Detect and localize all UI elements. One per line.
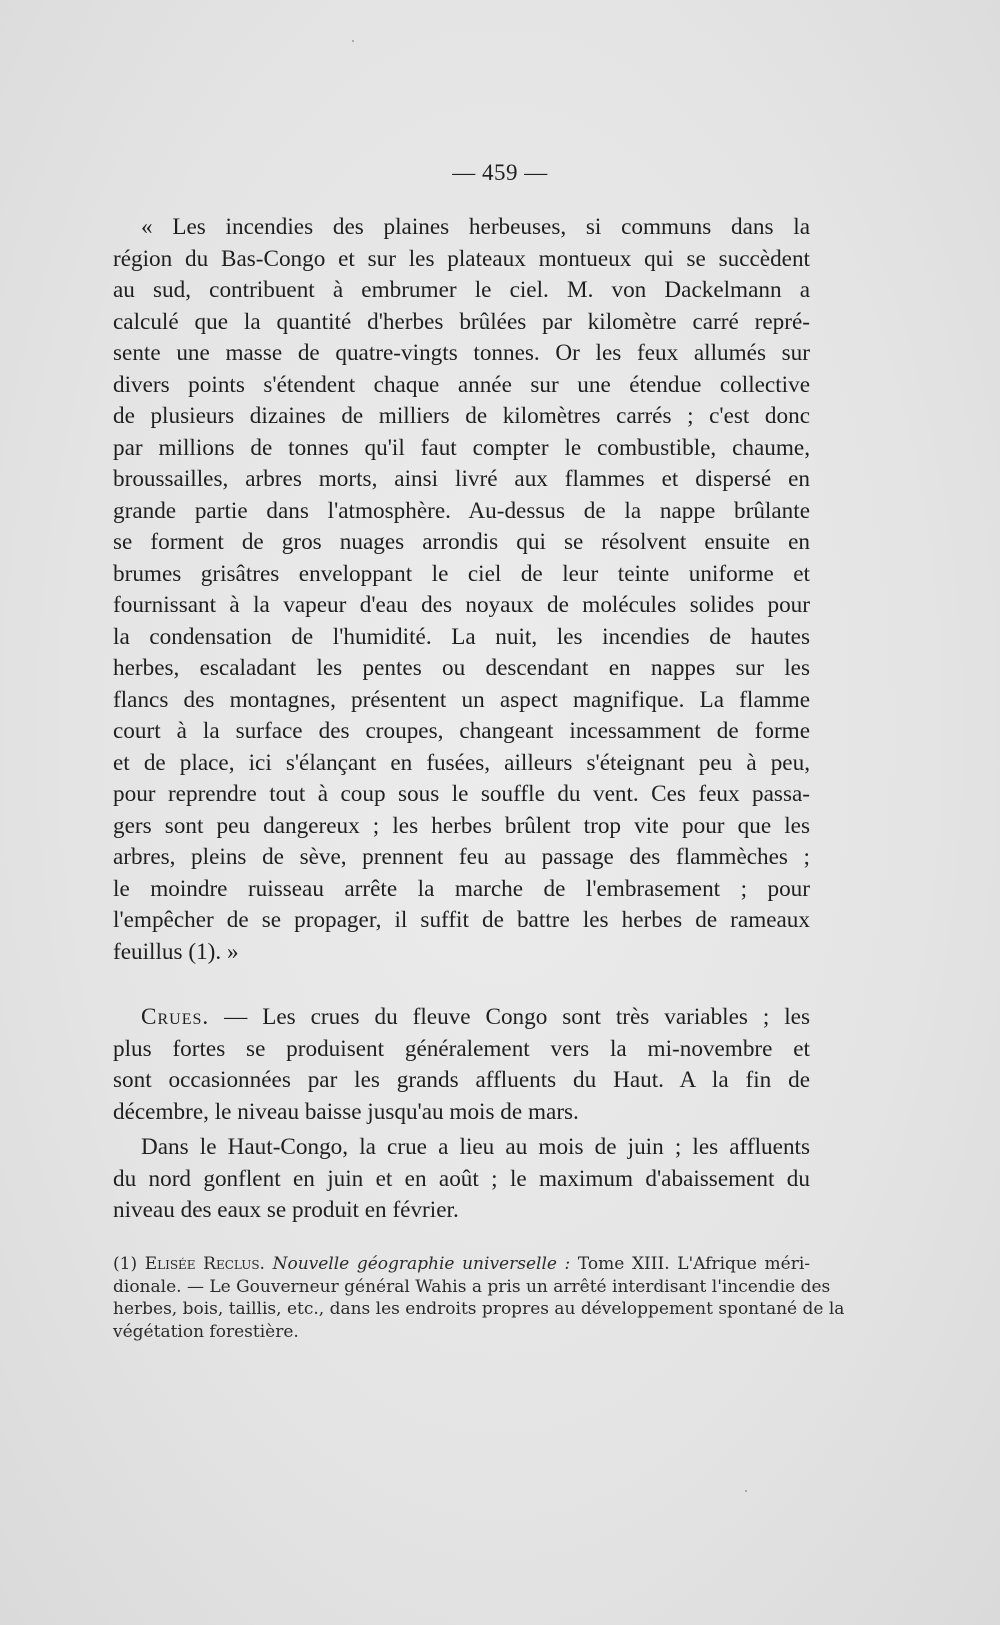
crues-paragraph	[113, 1002, 810, 1128]
footnote	[113, 1253, 845, 1343]
line-text: le moindre ruisseau arrête la marche de l'embrasement ; pour	[113, 875, 810, 902]
line-text: grande partie dans l'atmosphère. Au-dessus de la nappe brûlante	[113, 497, 810, 524]
line-text: Dans le Haut-Congo, la crue a lieu au mois de juin ; les affluents	[141, 1134, 810, 1160]
text-line	[113, 275, 810, 307]
text-line	[113, 842, 810, 874]
section-heading: Crues.	[141, 1004, 210, 1030]
text-line	[113, 748, 810, 780]
footnote-line	[113, 1253, 810, 1276]
line-text: court à la surface des croupes, changeant incessamment de forme	[113, 718, 810, 744]
text-line	[113, 1034, 810, 1066]
line-text: du nord gonflent en juin et en août ; le maximum d'abaissement du	[113, 1165, 810, 1192]
text-line	[113, 212, 810, 244]
text-line	[113, 653, 810, 685]
line-text: décembre, le niveau baisse jusqu'au mois de mars.	[113, 1098, 579, 1125]
text-line	[113, 622, 810, 654]
text-line	[113, 905, 810, 937]
text-line	[113, 338, 810, 370]
line-text: herbes, bois, taillis, etc., dans les endroits propres au développement spontané de la	[113, 1299, 845, 1319]
text-line	[113, 937, 810, 969]
line-text: herbes, escaladant les pentes ou descendant en nappes sur les	[113, 655, 810, 681]
line-text: niveau des eaux se produit en février.	[113, 1197, 459, 1223]
text-line	[113, 716, 810, 748]
text-line	[113, 1065, 810, 1097]
line-text: dionale. — Le Gouverneur général Wahis a pris un arrêté interdisant l'incendie des	[113, 1276, 831, 1297]
quote-paragraph	[113, 212, 810, 968]
text-line	[113, 590, 810, 622]
footnote-line	[113, 1321, 810, 1344]
line-text: — Les crues du fleuve Congo sont très variables ; les	[209, 1004, 810, 1030]
line-text: et de place, ici s'élançant en fusées, ailleurs s'éteignant peu à peu,	[113, 749, 810, 776]
line-text: par millions de tonnes qu'il faut compter le combustible, chaume,	[113, 434, 810, 461]
text-line	[113, 464, 810, 496]
haut-congo-paragraph	[113, 1132, 810, 1227]
footnote-line	[113, 1276, 831, 1299]
line-text: fournissant à la vapeur d'eau des noyaux de molécules solides pour	[113, 592, 810, 618]
text-line	[113, 1097, 810, 1129]
paper-speck	[745, 1490, 747, 1492]
text-line	[113, 527, 810, 559]
footnote-text: Tome XIII. L'Afrique méri-	[570, 1254, 810, 1274]
text-line	[113, 307, 810, 339]
line-text: flancs des montagnes, présentent un aspect magnifique. La flamme	[113, 686, 810, 713]
line-text: sont occasionnées par les grands affluents du Haut. A la fin de	[113, 1067, 810, 1093]
line-text: divers points s'étendent chaque année sur une étendue collective	[113, 371, 810, 398]
text-line	[113, 244, 810, 276]
text-line	[113, 559, 810, 591]
text-line	[113, 433, 810, 465]
footnote-author: Elisée Reclus.	[144, 1254, 273, 1274]
line-text: « Les incendies des plaines herbeuses, si communs dans la	[141, 214, 810, 240]
text-line	[113, 779, 810, 811]
text-line	[113, 401, 810, 433]
line-text: l'empêcher de se propager, il suffit de battre les herbes de rameaux	[113, 907, 810, 933]
text-line	[113, 370, 810, 402]
footnote-title: Nouvelle géographie universelle :	[272, 1254, 571, 1274]
page-number: — 459 —	[452, 160, 548, 185]
text-line	[113, 1164, 810, 1196]
line-text: gers sont peu dangereux ; les herbes brûlent trop vite pour que les	[113, 812, 810, 839]
line-text: de plusieurs dizaines de milliers de kilomètres carrés ; c'est donc	[113, 403, 810, 429]
text-line	[113, 496, 810, 528]
line-text: arbres, pleins de sève, prennent feu au passage des flammèches ;	[113, 844, 810, 870]
footnote-marker: (1)	[113, 1254, 145, 1274]
text-line	[113, 1132, 810, 1164]
line-text: feuillus (1). »	[113, 938, 239, 965]
line-text: pour reprendre tout à coup sous le souffle du vent. Ces feux passa-	[113, 781, 810, 807]
line-text: la condensation de l'humidité. La nuit, les incendies de hautes	[113, 623, 810, 650]
footnote-line	[113, 1298, 845, 1321]
line-text: broussailles, arbres morts, ainsi livré aux flammes et dispersé en	[113, 466, 810, 492]
line-text: sente une masse de quatre-vingts tonnes. Or les feux allumés sur	[113, 340, 810, 366]
text-line	[113, 1195, 810, 1227]
line-text: plus fortes se produisent généralement vers la mi-novembre et	[113, 1035, 810, 1062]
text-line	[113, 811, 810, 843]
text-line	[113, 685, 810, 717]
line-text: végétation forestière.	[113, 1321, 299, 1342]
line-text: au sud, contribuent à embrumer le ciel. M. von Dackelmann a	[113, 277, 810, 303]
line-text: se forment de gros nuages arrondis qui se résolvent ensuite en	[113, 529, 810, 555]
line-text: brumes grisâtres enveloppant le ciel de leur teinte uniforme et	[113, 560, 810, 587]
line-text: région du Bas-Congo et sur les plateaux montueux qui se succèdent	[113, 245, 810, 272]
paper-speck	[352, 40, 354, 42]
text-line	[113, 1002, 810, 1034]
line-text: calculé que la quantité d'herbes brûlées par kilomètre carré repré-	[113, 308, 810, 335]
text-line	[113, 874, 810, 906]
